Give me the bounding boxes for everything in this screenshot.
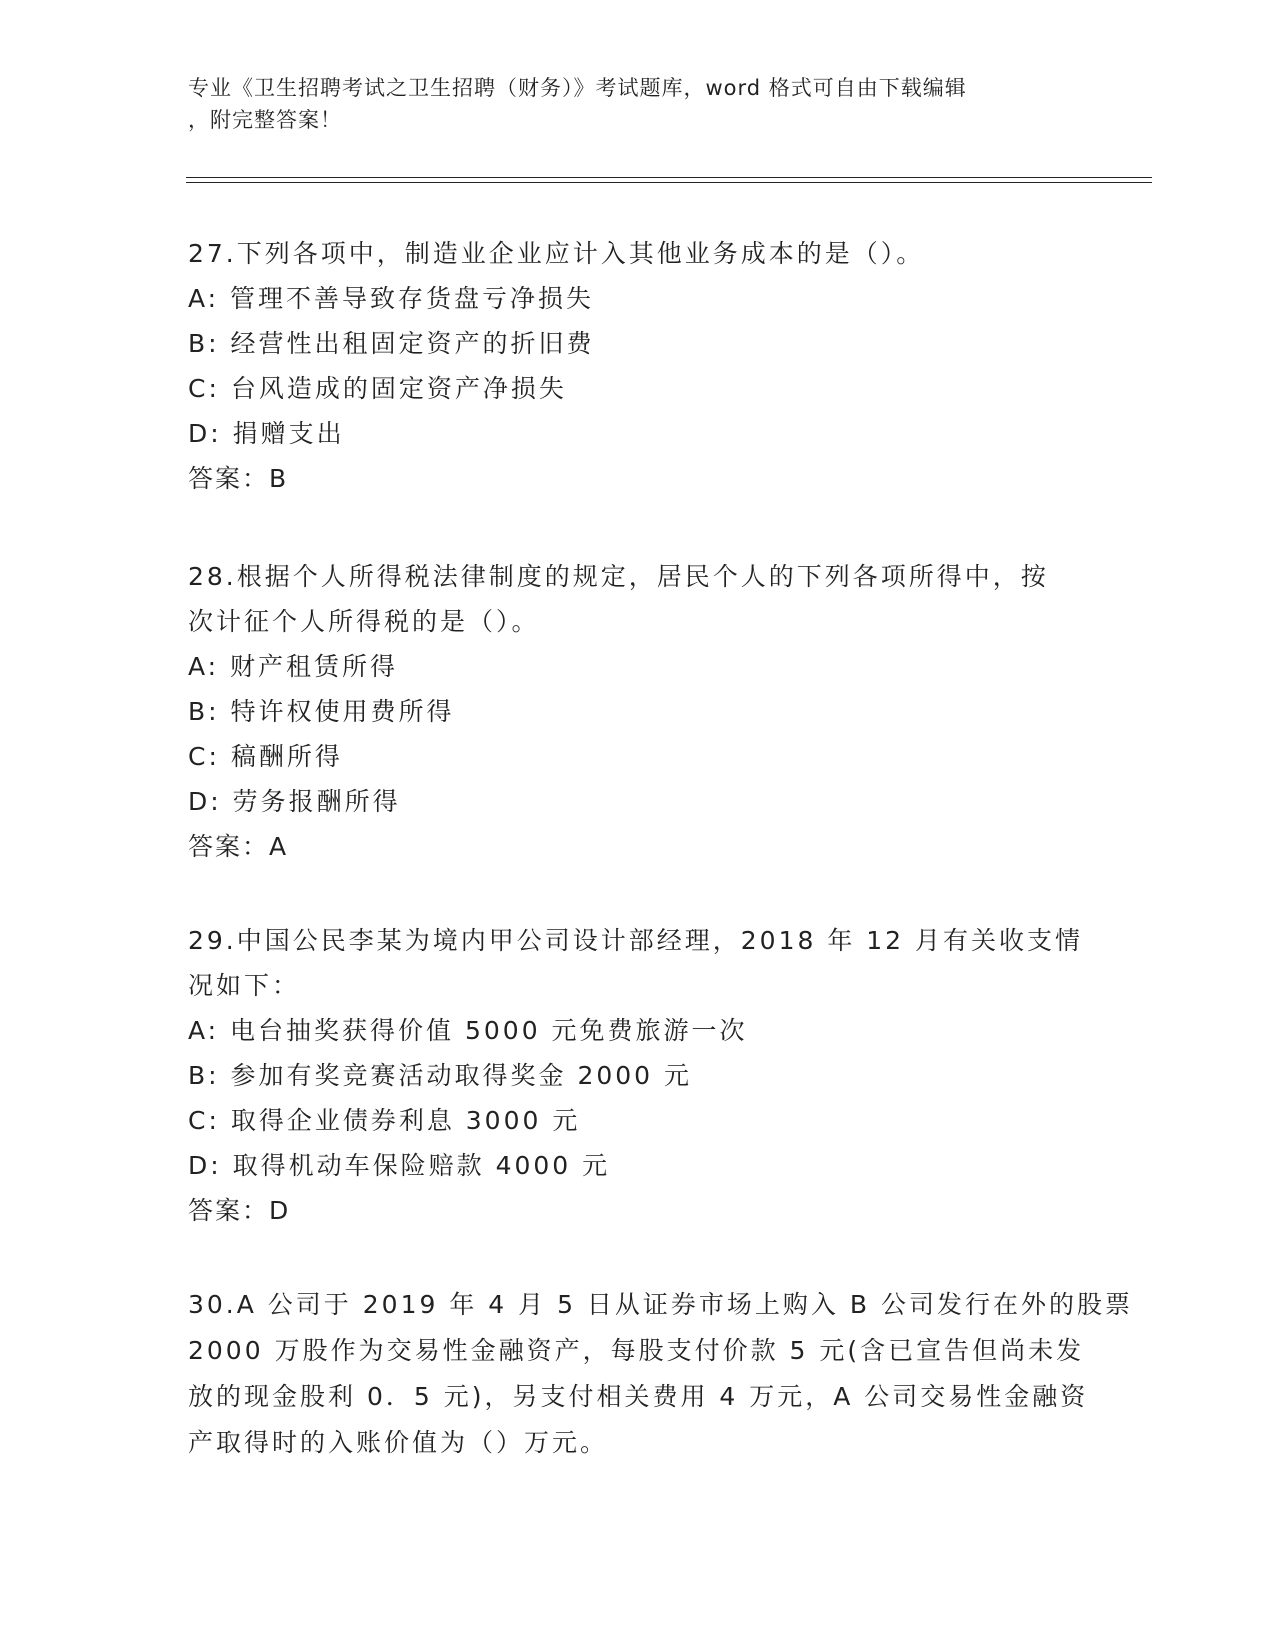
answer: 答案：D	[188, 1196, 291, 1225]
option-a: A: 管理不善导致存货盘亏净损失	[188, 284, 595, 313]
question-stem: 放的现金股利 0．5 元)，另支付相关费用 4 万元，A 公司交易性金融资	[188, 1382, 1089, 1411]
question-stem: 29.中国公民李某为境内甲公司设计部经理，2018 年 12 月有关收支情	[188, 926, 1084, 955]
option-b: B: 参加有奖竞赛活动取得奖金 2000 元	[188, 1061, 693, 1090]
option-c: C: 取得企业债券利息 3000 元	[188, 1106, 581, 1135]
header-line-1: 专业《卫生招聘考试之卫生招聘（财务）》考试题库，word 格式可自由下载编辑	[188, 76, 967, 100]
option-c: C: 台风造成的固定资产净损失	[188, 374, 567, 403]
question-stem: 30.A 公司于 2019 年 4 月 5 日从证券市场上购入 B 公司发行在外的股票	[188, 1290, 1133, 1319]
answer: 答案：B	[188, 464, 289, 493]
question-stem: 2000 万股作为交易性金融资产，每股支付价款 5 元(含已宣告但尚未发	[188, 1336, 1085, 1365]
question-stem: 产取得时的入账价值为（）万元。	[188, 1428, 609, 1457]
option-d: D: 劳务报酬所得	[188, 787, 401, 816]
option-b: B: 经营性出租固定资产的折旧费	[188, 329, 595, 358]
option-a: A: 财产租赁所得	[188, 652, 399, 681]
option-a: A: 电台抽奖获得价值 5000 元免费旅游一次	[188, 1016, 748, 1045]
header-line-2: ，附完整答案！	[188, 108, 342, 132]
header-divider-bottom	[186, 182, 1152, 183]
question-30	[188, 1282, 1133, 1466]
question-stem: 28.根据个人所得税法律制度的规定，居民个人的下列各项所得中，按	[188, 562, 1049, 591]
option-d: D: 取得机动车保险赔款 4000 元	[188, 1151, 611, 1180]
question-stem: 次计征个人所得税的是（）。	[188, 607, 540, 636]
question-28	[188, 554, 1088, 869]
header-divider-top	[186, 177, 1152, 178]
question-stem: 况如下：	[188, 971, 301, 1000]
answer: 答案：A	[188, 832, 289, 861]
option-d: D: 捐赠支出	[188, 419, 345, 448]
document-header	[188, 72, 1068, 136]
option-b: B: 特许权使用费所得	[188, 697, 455, 726]
question-29	[188, 918, 1088, 1233]
option-c: C: 稿酬所得	[188, 742, 343, 771]
question-27	[188, 231, 1088, 501]
question-stem: 27.下列各项中，制造业企业应计入其他业务成本的是（）。	[188, 239, 925, 268]
